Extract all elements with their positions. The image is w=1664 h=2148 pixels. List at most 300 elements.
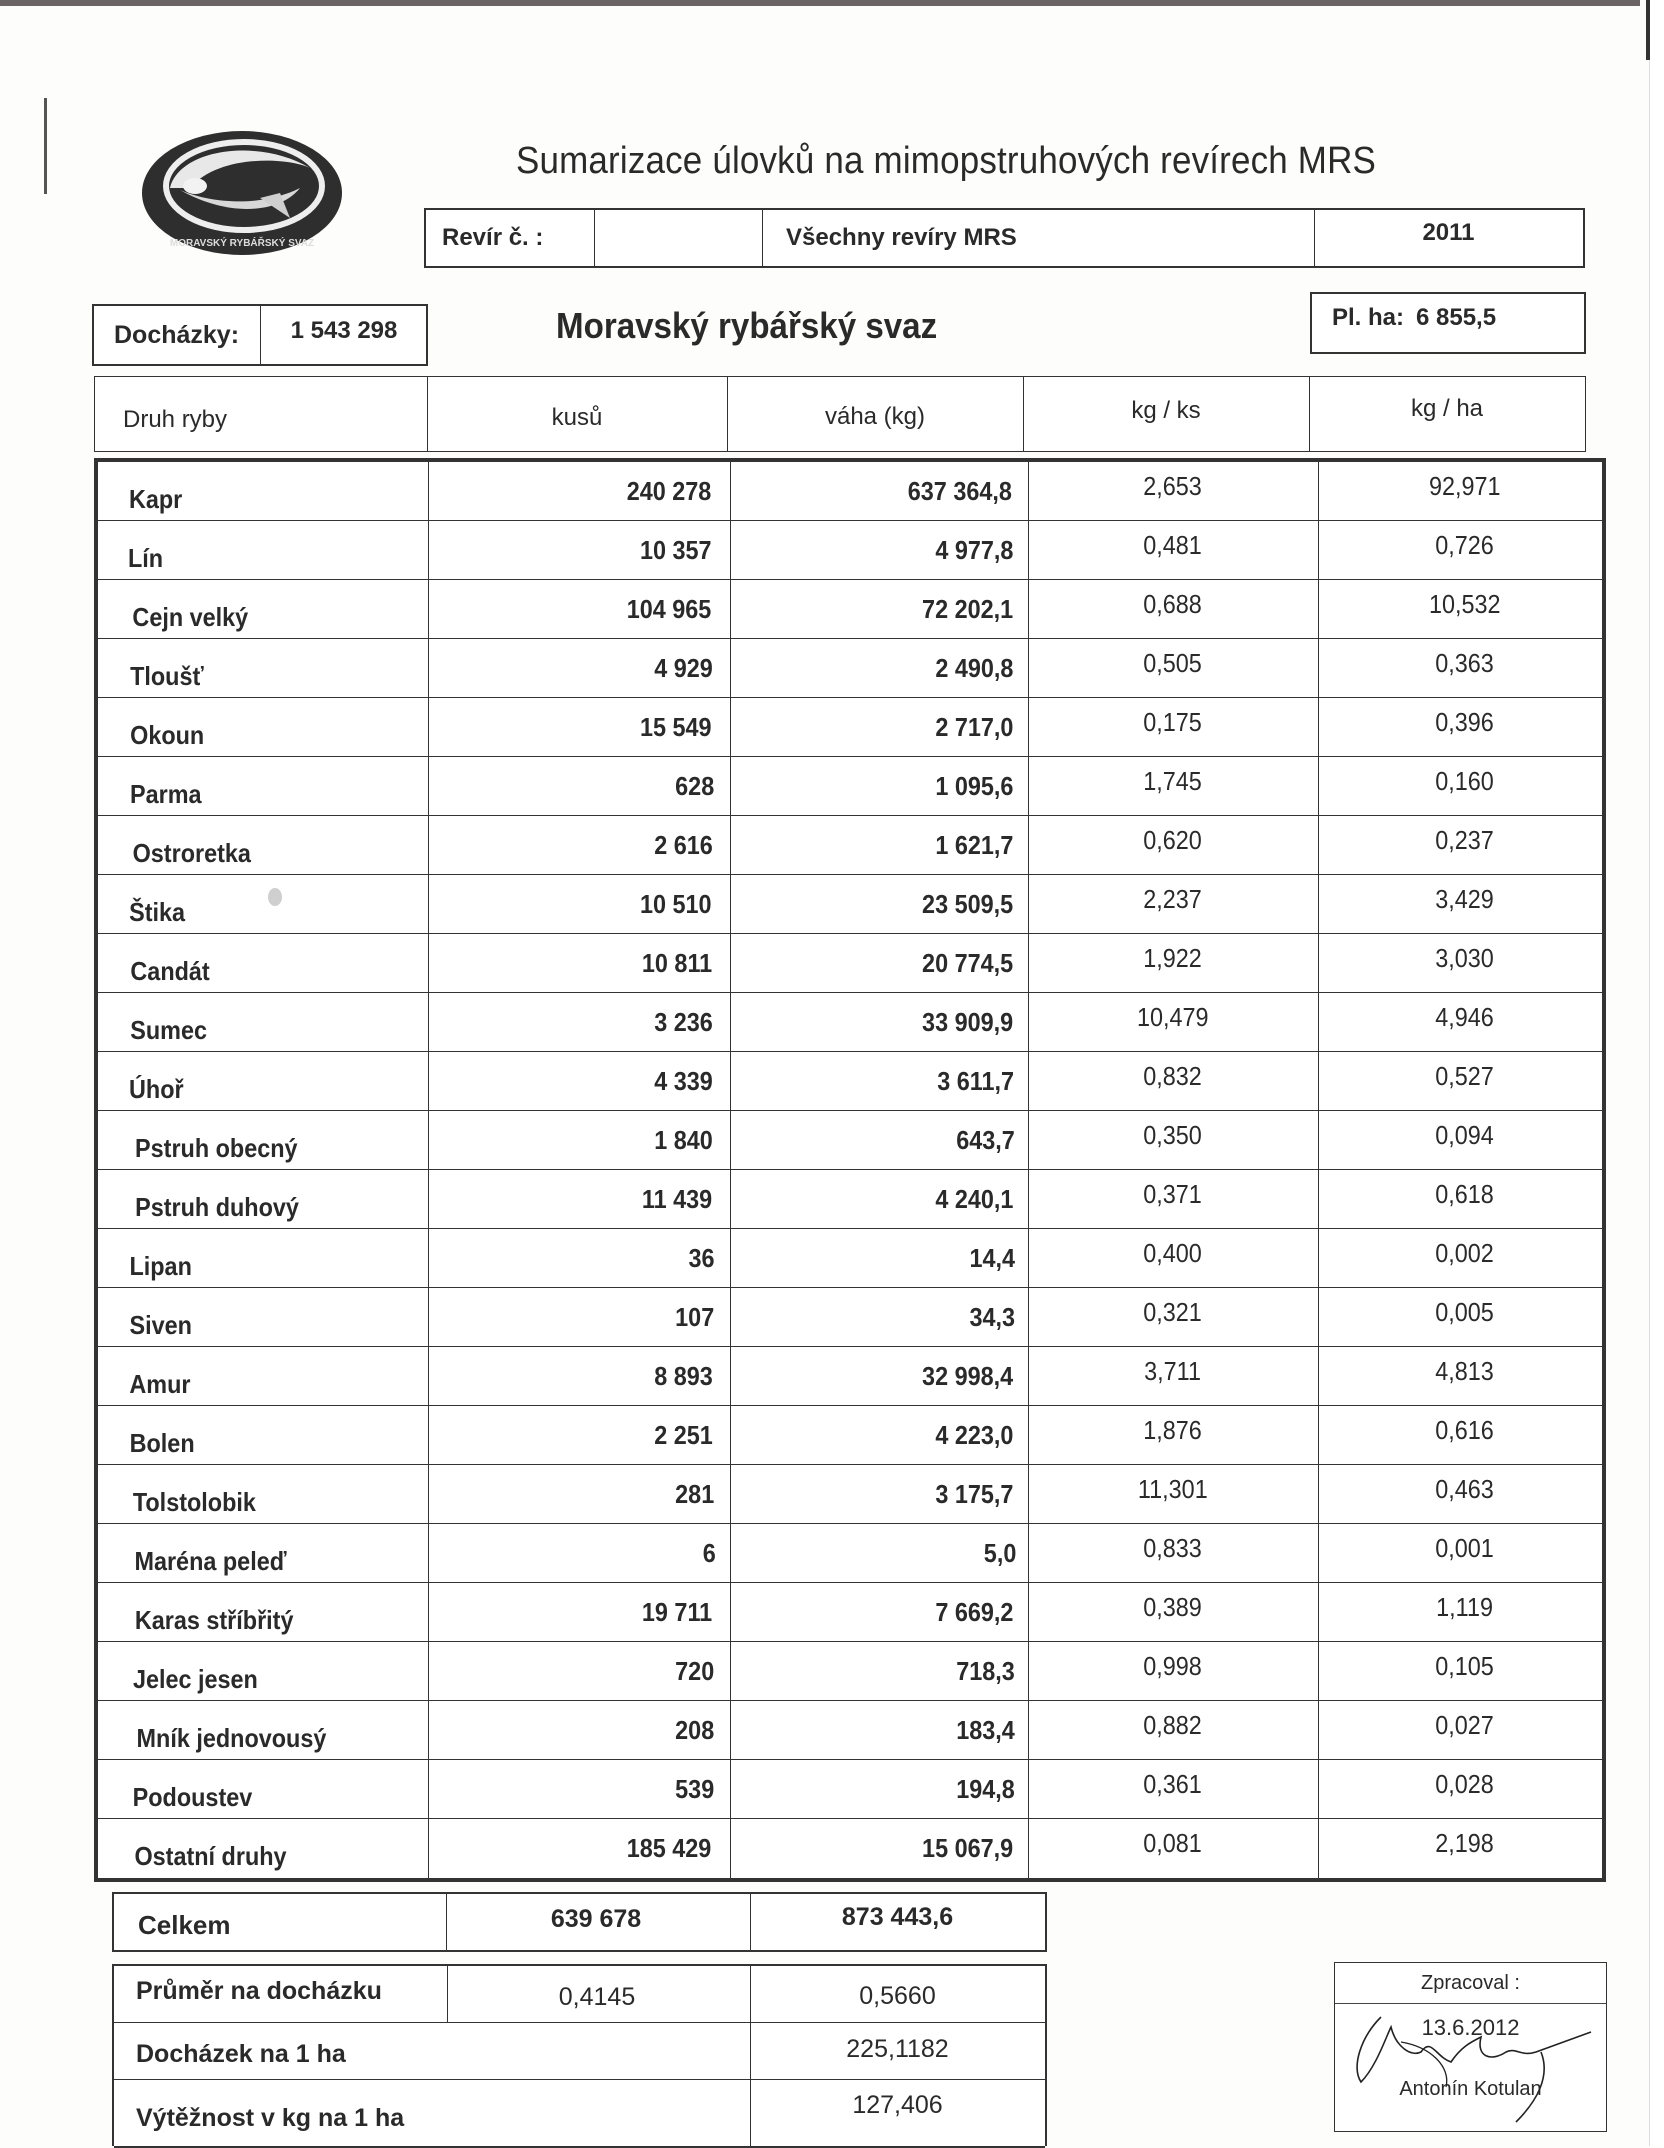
kg-per-ha-value — [1320, 1583, 1610, 1641]
vaha-text: 1 095,6 — [935, 770, 1014, 801]
druh-text: Štika — [129, 896, 186, 927]
kusu-text: 107 — [674, 1301, 714, 1332]
vaha-text: 637 364,8 — [908, 475, 1013, 506]
kg_ha-text: 0,363 — [1435, 647, 1495, 678]
kg-per-piece-value — [1028, 875, 1318, 933]
count-value — [428, 757, 728, 815]
druh-text: Ostatní druhy — [134, 1841, 287, 1871]
vaha-text: 718,3 — [956, 1655, 1015, 1686]
kg-per-ha-value — [1320, 1111, 1610, 1169]
kg_ks-text: 0,400 — [1143, 1237, 1203, 1268]
kg-per-piece-value — [1028, 698, 1318, 756]
kg-per-piece-value — [1028, 1760, 1318, 1818]
weight-value — [730, 875, 1030, 933]
kg_ks-text: 0,832 — [1143, 1060, 1203, 1091]
fish-species — [126, 639, 426, 697]
druh-text: Maréna peleď — [134, 1545, 287, 1576]
kg_ks-text: 11,301 — [1138, 1473, 1208, 1504]
druh-text: Siven — [129, 1309, 192, 1340]
kg-per-ha-value — [1320, 1288, 1610, 1346]
fish-species — [126, 1052, 426, 1110]
kg-per-ha-value — [1320, 1406, 1610, 1464]
weight-value — [730, 1406, 1030, 1464]
table-row — [98, 934, 1602, 993]
table-row — [98, 1170, 1602, 1229]
kg-per-ha-value — [1320, 934, 1610, 992]
table-row — [98, 875, 1602, 934]
kg-per-ha-value — [1320, 1347, 1610, 1405]
fish-species — [126, 462, 426, 520]
count-value — [428, 1524, 728, 1582]
kg-per-ha-value — [1320, 1642, 1610, 1700]
vaha-text: 23 509,5 — [921, 888, 1013, 919]
druh-text: Kapr — [128, 483, 183, 514]
kg_ha-text: 0,527 — [1435, 1060, 1495, 1091]
kusu-text: 539 — [674, 1773, 714, 1804]
count-value — [428, 521, 728, 579]
count-value — [428, 1170, 728, 1228]
count-value — [428, 1052, 728, 1110]
kg_ks-text: 0,620 — [1143, 824, 1203, 855]
dochazek-ha-value: 225,1182 — [846, 2034, 949, 2063]
kg_ha-text: 0,396 — [1435, 706, 1495, 737]
druh-text: Parma — [129, 778, 202, 809]
count-value — [428, 875, 728, 933]
fish-species — [126, 1583, 426, 1641]
kusu-text: 208 — [674, 1714, 714, 1745]
kg_ks-text: 2,653 — [1143, 470, 1203, 501]
kg_ha-text: 0,002 — [1435, 1237, 1495, 1268]
kg-per-ha-value — [1320, 1465, 1610, 1523]
vaha-text: 5,0 — [983, 1537, 1017, 1568]
count-value — [428, 1406, 728, 1464]
vaha-text: 4 977,8 — [935, 534, 1014, 565]
kg-per-ha-value — [1320, 875, 1610, 933]
druh-text: Tolstolobik — [132, 1486, 256, 1517]
summary-row-dochazek — [114, 2023, 1045, 2080]
fish-species — [126, 757, 426, 815]
summary-row-prumer — [114, 1966, 1045, 2023]
table-row — [98, 1229, 1602, 1288]
catch-table — [94, 458, 1606, 1882]
fish-species — [126, 1288, 426, 1346]
kg-per-piece-value — [1028, 1347, 1318, 1405]
kg-per-piece-value — [1028, 1111, 1318, 1169]
druh-text: Úhoř — [129, 1073, 184, 1104]
kg-per-piece-value — [1028, 757, 1318, 815]
kg-per-piece-value — [1028, 934, 1318, 992]
kg_ks-text: 10,479 — [1137, 1001, 1209, 1032]
summary-table — [112, 1964, 1047, 2146]
kusu-text: 720 — [674, 1655, 714, 1686]
druh-text: Podoustev — [132, 1781, 253, 1812]
revir-label: Revír č. : — [442, 224, 544, 251]
staple-mark — [44, 98, 47, 194]
kg-per-piece-value — [1028, 1642, 1318, 1700]
table-row — [98, 1406, 1602, 1465]
kg_ks-text: 0,481 — [1143, 529, 1203, 560]
weight-value — [730, 993, 1030, 1051]
count-value — [428, 639, 728, 697]
count-value — [428, 816, 728, 874]
scan-top-edge — [0, 0, 1640, 6]
kusu-text: 1 840 — [654, 1124, 713, 1155]
fish-species — [126, 993, 426, 1051]
kg-per-piece-value — [1028, 1465, 1318, 1523]
kusu-text: 15 549 — [640, 711, 713, 742]
kg_ha-text: 0,027 — [1435, 1709, 1495, 1740]
fish-species — [126, 1465, 426, 1523]
count-value — [428, 462, 728, 520]
col-header-vaha: váha (kg) — [824, 403, 926, 430]
count-value — [428, 1819, 728, 1878]
table-row — [98, 698, 1602, 757]
kg-per-ha-value — [1320, 580, 1610, 638]
kg_ks-text: 3,711 — [1144, 1355, 1202, 1386]
kg-per-piece-value — [1028, 1524, 1318, 1582]
count-value — [428, 1347, 728, 1405]
druh-text: Pstruh obecný — [135, 1132, 298, 1163]
kg-per-ha-value — [1320, 698, 1610, 756]
weight-value — [730, 1524, 1030, 1582]
kg_ks-text: 0,833 — [1143, 1532, 1203, 1563]
table-row — [98, 757, 1602, 816]
kg_ha-text: 0,094 — [1435, 1119, 1495, 1150]
kusu-text: 10 357 — [640, 534, 713, 565]
dochazky-value: 1 543 298 — [290, 317, 398, 344]
scan-right-edge — [1649, 0, 1664, 2146]
table-row — [98, 1760, 1602, 1819]
table-row — [98, 1524, 1602, 1583]
kusu-text: 4 929 — [654, 652, 713, 683]
kg_ks-text: 1,922 — [1143, 942, 1203, 973]
weight-value — [730, 1819, 1030, 1878]
kg_ha-text: 0,105 — [1435, 1650, 1495, 1681]
vaha-text: 1 621,7 — [935, 829, 1014, 860]
count-value — [428, 1583, 728, 1641]
revir-name: Všechny revíry MRS — [786, 224, 1017, 251]
kg-per-piece-value — [1028, 1170, 1318, 1228]
kg_ks-text: 0,505 — [1143, 647, 1203, 678]
druh-text: Lipan — [129, 1250, 192, 1281]
kusu-text: 3 236 — [654, 1006, 713, 1037]
fish-species — [126, 1642, 426, 1700]
count-value — [428, 580, 728, 638]
table-row — [98, 1288, 1602, 1347]
totals-label: Celkem — [138, 1909, 231, 1940]
kg_ks-text: 1,876 — [1143, 1414, 1203, 1445]
count-value — [428, 1229, 728, 1287]
druh-text: Amur — [129, 1368, 191, 1399]
druh-text: Tloušť — [130, 660, 204, 691]
logo-text: MORAVSKÝ RYBÁŘSKÝ SVAZ — [169, 238, 315, 249]
weight-value — [730, 1347, 1030, 1405]
druh-text: Okoun — [130, 719, 205, 750]
dochazek-ha-label: Docházek na 1 ha — [136, 2039, 346, 2068]
kusu-text: 240 278 — [626, 475, 712, 506]
totals-count: 639 678 — [550, 1904, 642, 1933]
fish-species — [126, 1760, 426, 1818]
kg_ks-text: 0,371 — [1143, 1178, 1203, 1209]
vaha-text: 32 998,4 — [921, 1360, 1013, 1391]
kg-per-ha-value — [1320, 521, 1610, 579]
kusu-text: 10 811 — [641, 947, 713, 978]
kg_ha-text: 0,616 — [1435, 1414, 1495, 1445]
col-header-kg-ha: kg / ha — [1410, 395, 1484, 422]
kg_ha-text: 10,532 — [1429, 588, 1501, 619]
kg-per-piece-value — [1028, 639, 1318, 697]
revir-number — [596, 210, 761, 266]
fish-species — [126, 580, 426, 638]
kg_ks-text: 0,882 — [1143, 1709, 1203, 1740]
kg-per-ha-value — [1320, 639, 1610, 697]
vaha-text: 14,4 — [969, 1242, 1016, 1273]
vaha-text: 20 774,5 — [921, 947, 1013, 978]
vaha-text: 72 202,1 — [921, 593, 1013, 624]
weight-value — [730, 1642, 1030, 1700]
scan-smudge — [268, 888, 282, 906]
kg-per-ha-value — [1320, 816, 1610, 874]
table-row — [98, 521, 1602, 580]
kusu-text: 36 — [688, 1242, 715, 1273]
count-value — [428, 934, 728, 992]
table-row — [98, 1701, 1602, 1760]
count-value — [428, 1701, 728, 1759]
count-value — [428, 1465, 728, 1523]
table-row — [98, 639, 1602, 698]
kg-per-ha-value — [1320, 1052, 1610, 1110]
count-value — [428, 1760, 728, 1818]
weight-value — [730, 1583, 1030, 1641]
kg-per-piece-value — [1028, 816, 1318, 874]
kg_ha-text: 3,429 — [1435, 883, 1495, 914]
fish-species — [126, 1347, 426, 1405]
table-row — [98, 580, 1602, 639]
table-row — [98, 816, 1602, 875]
table-row — [98, 1819, 1602, 1878]
year: 2011 — [1422, 219, 1475, 246]
druh-text: Karas stříbřitý — [134, 1604, 294, 1635]
kusu-text: 2 251 — [654, 1419, 713, 1450]
druh-text: Pstruh duhový — [135, 1191, 299, 1222]
kg-per-piece-value — [1028, 462, 1318, 520]
kusu-text: 11 439 — [641, 1183, 713, 1214]
kg-per-piece-value — [1028, 580, 1318, 638]
col-header-kg-ks: kg / ks — [1131, 397, 1201, 424]
count-value — [428, 698, 728, 756]
weight-value — [730, 757, 1030, 815]
fish-species — [126, 1406, 426, 1464]
kg-per-ha-value — [1320, 757, 1610, 815]
table-row — [98, 462, 1602, 521]
weight-value — [730, 639, 1030, 697]
kg_ks-text: 0,175 — [1143, 706, 1203, 737]
kg-per-ha-value — [1320, 1819, 1610, 1878]
kg-per-ha-value — [1320, 1170, 1610, 1228]
druh-text: Lín — [127, 542, 164, 573]
kg-per-piece-value — [1028, 521, 1318, 579]
prumer-count: 0,4145 — [558, 1982, 636, 2011]
vaha-text: 194,8 — [956, 1773, 1015, 1804]
fish-species — [126, 1229, 426, 1287]
kg_ha-text: 0,463 — [1435, 1473, 1495, 1504]
organization-name: Moravský rybářský svaz — [556, 305, 938, 346]
kg-per-ha-value — [1320, 1701, 1610, 1759]
weight-value — [730, 934, 1030, 992]
fish-species — [126, 1819, 426, 1878]
fish-species — [126, 521, 426, 579]
kg_ks-text: 0,350 — [1143, 1119, 1203, 1150]
table-row — [98, 1642, 1602, 1701]
kg_ha-text: 4,813 — [1435, 1355, 1495, 1386]
totals-weight: 873 443,6 — [841, 1902, 954, 1931]
kg_ks-text: 0,998 — [1143, 1650, 1203, 1681]
kg-per-piece-value — [1028, 1229, 1318, 1287]
druh-text: Bolen — [129, 1427, 195, 1458]
plocha-label: Pl. ha: — [1332, 304, 1405, 331]
handwritten-signature — [1341, 2007, 1601, 2127]
count-value — [428, 993, 728, 1051]
kusu-text: 628 — [674, 770, 714, 801]
kg-per-ha-value — [1320, 1229, 1610, 1287]
kg_ha-text: 0,160 — [1435, 765, 1495, 796]
plocha-value: 6 855,5 — [1416, 304, 1497, 331]
table-header — [94, 376, 1586, 452]
weight-value — [730, 521, 1030, 579]
vaha-text: 2 717,0 — [935, 711, 1014, 742]
table-row — [98, 1347, 1602, 1406]
table-row — [98, 1111, 1602, 1170]
dochazky-box — [92, 304, 428, 366]
kg-per-piece-value — [1028, 1406, 1318, 1464]
table-row — [98, 1465, 1602, 1524]
kg_ha-text: 1,119 — [1436, 1591, 1494, 1622]
kusu-text: 8 893 — [654, 1360, 713, 1391]
kg_ha-text: 0,237 — [1435, 824, 1495, 855]
count-value — [428, 1288, 728, 1346]
druh-text: Candát — [130, 955, 210, 986]
fish-species — [126, 1524, 426, 1582]
kg-per-piece-value — [1028, 1819, 1318, 1878]
vaha-text: 7 669,2 — [935, 1596, 1014, 1627]
kusu-text: 281 — [674, 1478, 714, 1509]
kg_ha-text: 3,030 — [1435, 942, 1495, 973]
fish-species — [126, 1170, 426, 1228]
weight-value — [730, 1052, 1030, 1110]
count-value — [428, 1111, 728, 1169]
vaha-text: 4 240,1 — [935, 1183, 1014, 1214]
kg-per-ha-value — [1320, 993, 1610, 1051]
vaha-text: 2 490,8 — [935, 652, 1014, 683]
vyteznost-value: 127,406 — [852, 2090, 943, 2119]
vaha-text: 183,4 — [956, 1714, 1015, 1745]
prumer-weight: 0,5660 — [859, 1981, 936, 2010]
druh-text: Cejn velký — [132, 601, 249, 632]
kg-per-piece-value — [1028, 1052, 1318, 1110]
kg-per-piece-value — [1028, 993, 1318, 1051]
kg_ks-text: 0,389 — [1143, 1591, 1203, 1622]
mrs-logo — [140, 128, 345, 258]
kg_ha-text: 2,198 — [1435, 1828, 1495, 1858]
vaha-text: 15 067,9 — [921, 1833, 1013, 1863]
weight-value — [730, 698, 1030, 756]
kg_ks-text: 1,745 — [1143, 765, 1203, 796]
kusu-text: 19 711 — [641, 1596, 713, 1627]
kusu-text: 6 — [702, 1537, 716, 1568]
vaha-text: 33 909,9 — [921, 1006, 1013, 1037]
col-header-druh: Druh ryby — [123, 406, 228, 433]
druh-text: Ostroretka — [132, 837, 251, 868]
kg_ha-text: 92,971 — [1429, 470, 1501, 501]
kg_ks-text: 0,081 — [1143, 1828, 1203, 1858]
weight-value — [730, 816, 1030, 874]
kg-per-ha-value — [1320, 1524, 1610, 1582]
dochazky-label: Docházky: — [114, 320, 240, 349]
weight-value — [730, 1288, 1030, 1346]
table-row — [98, 993, 1602, 1052]
kg_ha-text: 0,028 — [1435, 1768, 1495, 1799]
druh-text: Sumec — [130, 1014, 208, 1045]
kg_ha-text: 0,001 — [1435, 1532, 1495, 1563]
kusu-text: 2 616 — [654, 829, 713, 860]
kusu-text: 104 965 — [626, 593, 712, 624]
kg_ha-text: 4,946 — [1435, 1001, 1495, 1032]
kg_ks-text: 0,361 — [1143, 1768, 1203, 1799]
kg_ks-text: 0,321 — [1143, 1296, 1203, 1327]
signature-date: 13.6.2012 — [1421, 2015, 1520, 2040]
kg_ha-text: 0,005 — [1435, 1296, 1495, 1327]
revir-info-box — [424, 208, 1585, 268]
weight-value — [730, 1760, 1030, 1818]
table-row — [98, 1583, 1602, 1642]
totals-row — [112, 1892, 1047, 1952]
plocha-box — [1310, 292, 1586, 354]
weight-value — [730, 580, 1030, 638]
kg-per-ha-value — [1320, 462, 1610, 520]
vaha-text: 34,3 — [969, 1301, 1016, 1332]
col-header-kusu: kusů — [551, 404, 603, 431]
druh-text: Jelec jesen — [132, 1663, 258, 1694]
vaha-text: 3 175,7 — [935, 1478, 1014, 1509]
table-row — [98, 1052, 1602, 1111]
druh-text: Mník jednovousý — [136, 1722, 327, 1753]
vaha-text: 3 611,7 — [936, 1065, 1014, 1096]
fish-species — [126, 934, 426, 992]
kg-per-piece-value — [1028, 1701, 1318, 1759]
fish-species — [126, 1701, 426, 1759]
signature-box — [1334, 1962, 1607, 2132]
kusu-text: 10 510 — [640, 888, 713, 919]
kg_ha-text: 0,618 — [1435, 1178, 1495, 1209]
vaha-text: 643,7 — [956, 1124, 1015, 1155]
kusu-text: 185 429 — [626, 1833, 712, 1863]
prumer-label: Průměr na docházku — [136, 1976, 382, 2005]
document-title: Sumarizace úlovků na mimopstruhových revírech MRS — [516, 140, 1377, 182]
summary-row-vyteznost — [114, 2080, 1045, 2148]
kg_ha-text: 0,726 — [1435, 529, 1495, 560]
kg_ks-text: 0,688 — [1143, 588, 1203, 619]
kusu-text: 4 339 — [654, 1065, 713, 1096]
count-value — [428, 1642, 728, 1700]
weight-value — [730, 1111, 1030, 1169]
kg_ks-text: 2,237 — [1143, 883, 1203, 914]
kg-per-ha-value — [1320, 1760, 1610, 1818]
vaha-text: 4 223,0 — [935, 1419, 1014, 1450]
fish-species — [126, 698, 426, 756]
kg-per-piece-value — [1028, 1288, 1318, 1346]
vyteznost-label: Výtěžnost v kg na 1 ha — [136, 2103, 405, 2132]
weight-value — [730, 462, 1030, 520]
